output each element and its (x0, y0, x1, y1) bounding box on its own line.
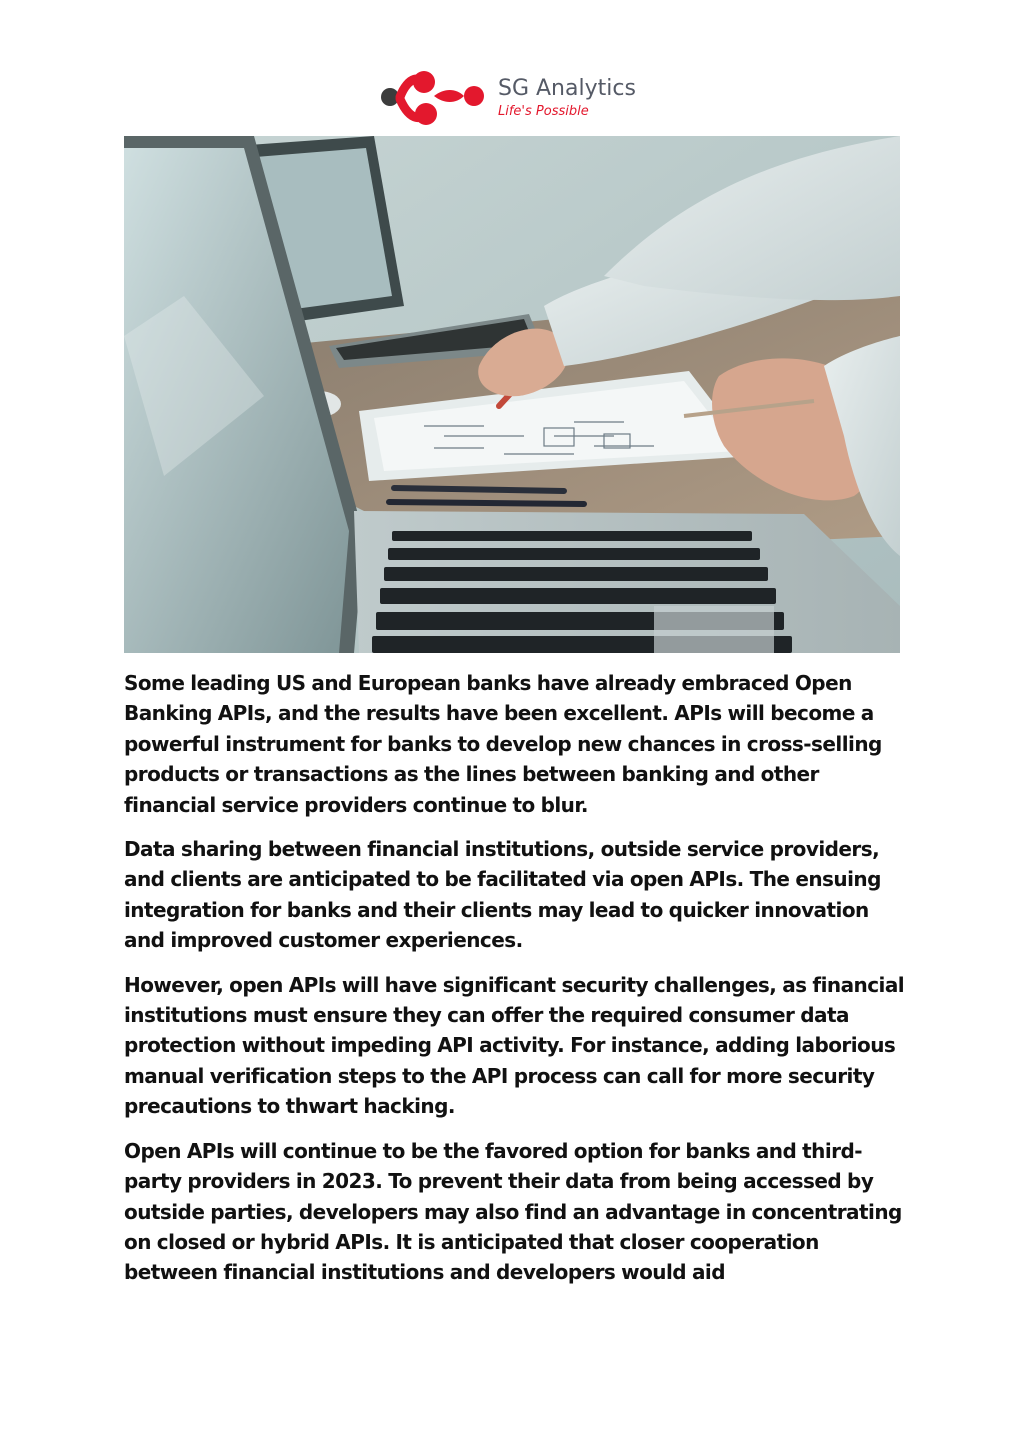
brand-name: SG Analytics (498, 76, 636, 101)
hero-image (124, 136, 900, 653)
article-paragraph: However, open APIs will have significant security challenges, as financial institutions must ensure they can offer the required consumer data protection without impeding API activity. For instance, adding laborious manual verification steps to the API process can call for more security precautions to thwart hacking. (124, 972, 905, 1119)
article-body (124, 668, 914, 1302)
brand-logo (378, 66, 658, 132)
business-meeting-laptops-photo (124, 136, 900, 653)
article-paragraph: Some leading US and European banks have already embraced Open Banking APIs, and the results have been excellent. APIs will become a powerful instrument for banks to develop new chances in cross-selling products or transactions as the lines between banking and other financial service providers continue to blur. (124, 671, 882, 817)
sga-dots-logo-icon (378, 66, 490, 132)
article-paragraph: Data sharing between financial institutions, outside service providers, and clients are anticipated to be facilitated via open APIs. The ensuing integration for banks and their clients may lead to quicker innovation and improved customer experiences. (124, 837, 881, 953)
article-paragraph: Open APIs will continue to be the favored option for banks and third-party providers in 2023. To prevent their data from being accessed by outside parties, developers may also find an advantage in concentrating on closed or hybrid APIs. It is anticipated that closer cooperation between financial institutions and developers would aid (124, 1138, 902, 1285)
brand-tagline: Life's Possible (498, 104, 589, 119)
